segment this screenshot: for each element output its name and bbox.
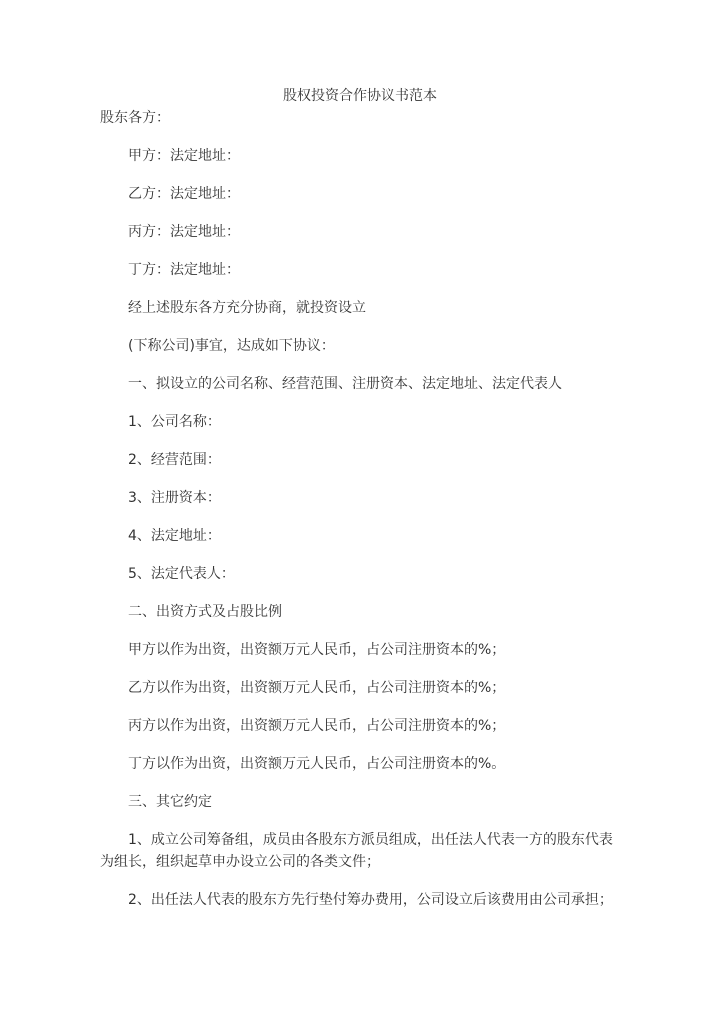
paragraph-registered-capital: 3、注册资本：	[128, 490, 221, 506]
paragraph-party-a-contribution: 甲方以作为出资，出资额万元人民币，占公司注册资本的%；	[128, 642, 506, 658]
paragraph-other-agreement-2: 2、出任法人代表的股东方先行垫付筹办费用，公司设立后该费用由公司承担；	[128, 892, 613, 908]
paragraph-party-d-address: 丁方：法定地址：	[128, 262, 240, 278]
paragraph-company-name: 1、公司名称：	[128, 414, 221, 430]
paragraph-party-a-address: 甲方：法定地址：	[128, 148, 240, 164]
paragraph-party-b-contribution: 乙方以作为出资，出资额万元人民币，占公司注册资本的%；	[128, 680, 506, 696]
paragraph-preamble-line1: 经上述股东各方充分协商，就投资设立	[128, 300, 366, 316]
paragraph-party-c-address: 丙方：法定地址：	[128, 224, 240, 240]
paragraph-legal-representative: 5、法定代表人：	[128, 566, 235, 582]
paragraph-shareholders-heading: 股东各方：	[100, 110, 170, 126]
document-title: 股权投资合作协议书范本	[283, 88, 437, 104]
paragraph-section-1-heading: 一、拟设立的公司名称、经营范围、注册资本、法定地址、法定代表人	[128, 376, 562, 392]
paragraph-party-c-contribution: 丙方以作为出资，出资额万元人民币，占公司注册资本的%；	[128, 718, 506, 734]
paragraph-section-3-heading: 三、其它约定	[128, 794, 212, 810]
paragraph-section-2-heading: 二、出资方式及占股比例	[128, 604, 282, 620]
paragraph-business-scope: 2、经营范围：	[128, 452, 221, 468]
paragraph-other-agreement-1: 1、成立公司筹备组，成员由各股东方派员组成，出任法人代表一方的股东代表为组长，组织起草申办设立公司的各类文件；	[100, 832, 613, 870]
paragraph-party-d-contribution: 丁方以作为出资，出资额万元人民币，占公司注册资本的%。	[128, 756, 506, 772]
paragraph-preamble-line2: (下称公司)事宜，达成如下协议：	[128, 338, 335, 354]
paragraph-party-b-address: 乙方：法定地址：	[128, 186, 240, 202]
paragraph-legal-address: 4、法定地址：	[128, 528, 221, 544]
